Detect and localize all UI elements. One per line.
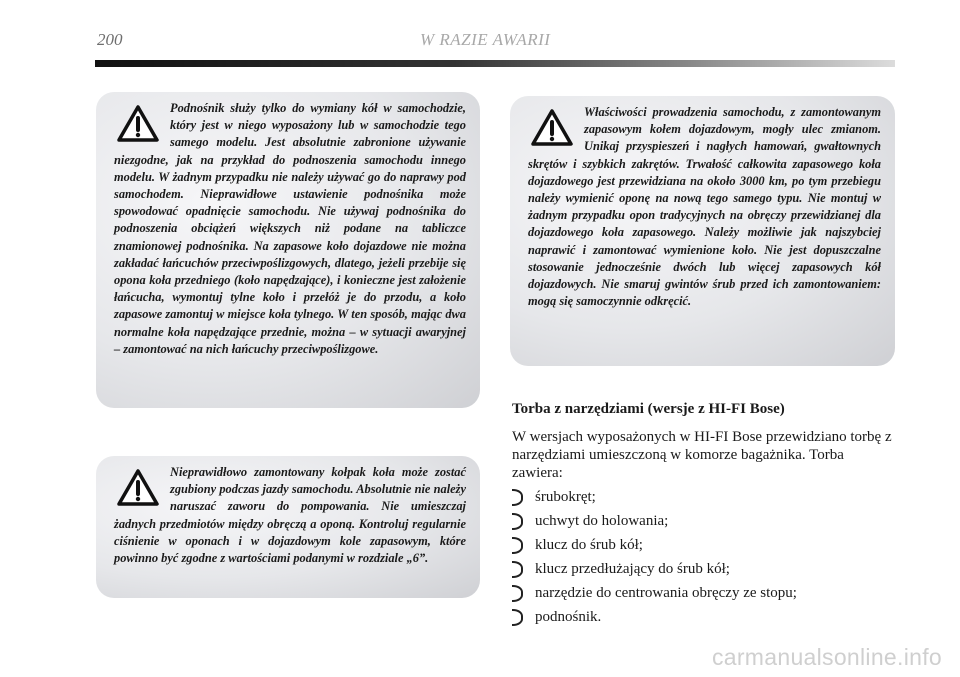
toolbag-section	[512, 400, 894, 632]
warning-box-hubcap	[96, 456, 480, 598]
warning-box-spare-wheel	[510, 96, 895, 366]
watermark: carmanualsonline.info	[711, 644, 942, 670]
warning-text: Nieprawidłowo zamontowany kołpak koła może zostać zgubiony podczas jazdy samochodu. Absolutnie nie należy naruszać zaworu do pompowania. Nie umieszczaj żadnych przedmiotów między obręczą a oponą. Kontroluj regularnie ciśnienie w oponach i w dojazdowym kole zapasowym, które powinno być zgodne z wartościami podanymi w rozdziale „6”.	[114, 465, 466, 566]
list-item-text: klucz do śrub kół;	[535, 537, 643, 553]
warning-triangle-icon	[116, 104, 160, 144]
list-item	[512, 560, 894, 578]
toolbag-list	[512, 488, 894, 626]
list-item-text: podnośnik.	[535, 609, 602, 625]
warning-text: Podnośnik służy tylko do wymiany kół w samochodzie, który jest w niego wyposażony lub w samochodzie tego samego modelu. Jest absolutnie zabronione używanie niezgodne, jak na przykład do podnoszenia samochodu innego modelu. W żadnym przypadku nie należy używać go do naprawy pod samochodem. Nieprawidłowe ustawienie podnośnika może spowodować opadnięcie samochodu. Nie używaj podnośnika do podnoszenia obciążeń większych niż podane na tabliczce znamionowej podnośnika. Na zapasowe koło dojazdowe nie można zakładać łańcuchów przeciwpoślizgowych, dlatego, jeżeli przebije się opona koła przedniego (koło napędzające), i konieczne jest założenie łańcucha, wymontuj tylne koło i przełóż je do przodu, a koło zapasowe zamontuj w miejsce koła tylnego. W ten sposób, mając dwa normalne koła napędzające przednie, można – w sytuacji awaryjnej – zamontować na nich łańcuchy przeciwpoślizgowe.	[114, 101, 466, 356]
list-item-text: uchwyt do holowania;	[535, 513, 669, 529]
toolbag-heading: Torba z narzędziami (wersje z HI-FI Bose)	[512, 401, 785, 417]
page-number: 200	[97, 30, 123, 49]
toolbag-intro: W wersjach wyposażonych w HI-FI Bose przewidziano torbę z narzędziami umieszczoną w komorze bagażnika. Torba zawiera:	[512, 429, 892, 481]
bullet-icon	[512, 585, 523, 602]
list-item-text: narzędzie do centrowania obręczy ze stopu;	[535, 585, 797, 601]
list-item	[512, 536, 894, 554]
section-title: W RAZIE AWARII	[420, 30, 551, 49]
list-item	[512, 584, 894, 602]
bullet-icon	[512, 561, 523, 578]
list-item	[512, 608, 894, 626]
header-rule	[95, 60, 895, 67]
list-item	[512, 488, 894, 506]
warning-text: Właściwości prowadzenia samochodu, z zamontowanym zapasowym kołem dojazdowym, mogły ulec zmianom. Unikaj przyspieszeń i nagłych hamowań, gwałtownych skrętów i szybkich zakrętów. Trwałość całkowita zapasowego koła dojazdowego jest przewidziana na około 3000 km, po tym przebiegu należy wymienić oponę na nową tego samego typu. Nie montuj w żadnym przypadku opon tradycyjnych na obręczy przewidzianej dla dojazdowego koła zapasowego. Należy możliwie jak najszybciej naprawić i zamontować wymienione koło. Nie jest dopuszczalne stosowanie jednocześnie dwóch lub więcej zapasowych kół dojazdowych. Nie smaruj gwintów śrub przed ich zamontowaniem: mogą się samoczynnie odkręcić.	[528, 105, 881, 309]
warning-box-jack	[96, 92, 480, 408]
bullet-icon	[512, 609, 523, 626]
list-item	[512, 512, 894, 530]
warning-triangle-icon	[530, 108, 574, 148]
list-item-text: klucz przedłużający do śrub kół;	[535, 561, 730, 577]
warning-triangle-icon	[116, 468, 160, 508]
bullet-icon	[512, 537, 523, 554]
bullet-icon	[512, 489, 523, 506]
list-item-text: śrubokręt;	[535, 489, 596, 505]
bullet-icon	[512, 513, 523, 530]
